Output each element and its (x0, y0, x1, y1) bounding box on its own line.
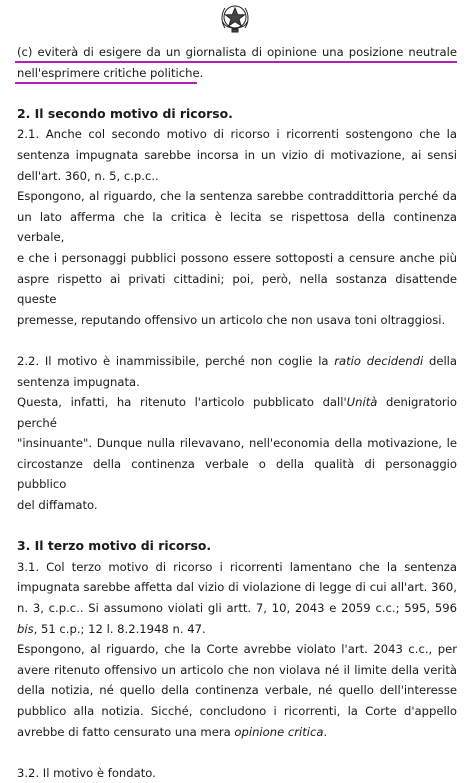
paragraph-line: bis, 51 c.p.; 12 l. 8.2.1948 n. 47. (17, 621, 206, 636)
highlight-underline-2 (15, 82, 197, 84)
paragraph-line: sentenza impugnata sarebbe incorsa in un vizio di motivazione, ai sensi (17, 147, 457, 162)
section-3-heading: 3. Il terzo motivo di ricorso. (17, 538, 212, 554)
emphasis-opinione-critica: opinione critica (234, 724, 324, 739)
paragraph-line: 3.2. Il motivo è fondato. (17, 765, 156, 780)
emphasis-unita: Unità (346, 395, 378, 410)
paragraph-line: e che i personaggi pubblici possono essere sottoposti a censure anche più (17, 250, 457, 265)
paragraph-line: premesse, reputando offensivo un articolo che non usava toni oltraggiosi. (17, 312, 446, 327)
italian-republic-emblem-icon (219, 2, 251, 34)
paragraph-line: pubblico alla notizia. Sicché, concludono i ricorrenti, la Corte d'appello (17, 704, 457, 718)
paragraph-line: circostanze della continenza verbale o della qualità di personaggio pubblico (17, 456, 457, 492)
paragraph-line: "insinuante". Dunque nulla rilevavano, nell'economia della motivazione, le (17, 436, 457, 451)
paragraph-line: avrebbe di fatto censurato una mera opinione critica. (17, 724, 328, 739)
paragraph-line: Espongono, al riguardo, che la Corte avrebbe violato l'art. 2043 c.c., per (17, 642, 457, 657)
emphasis-bis: bis (17, 621, 34, 636)
paragraph-line: del diffamato. (17, 498, 98, 513)
highlight-line-2: nell'esprimere critiche politiche. (17, 65, 204, 80)
paragraph-line: aspre rispetto ai privati cittadini; poi, però, nella sostanza disattende queste (17, 271, 457, 307)
document-body (17, 42, 457, 783)
highlight-line-1: (c) eviterà di esigere da un giornalista di opinione una posizione neutrale (17, 45, 457, 59)
emphasis-ratio-decidendi: ratio decidendi (334, 353, 424, 368)
paragraph-line: sentenza impugnata. (17, 374, 140, 389)
highlight-underline-1 (15, 61, 457, 63)
paragraph-line: impugnata sarebbe affetta dal vizio di violazione di legge di cui all'art. 360, (17, 580, 457, 595)
paragraph-line: 2.2. Il motivo è inammissibile, perché non coglie la ratio decidendi della (17, 353, 457, 368)
paragraph-line: dell'art. 360, n. 5, c.p.c.. (17, 168, 159, 183)
highlighted-passage (17, 42, 457, 83)
paragraph-line: n. 3, c.p.c.. Si assumono violati gli artt. 7, 10, 2043 e 2059 c.c.; 595, 596 (17, 601, 457, 616)
paragraph-line: 2.1. Anche col secondo motivo di ricorso i ricorrenti sostengono che la (17, 127, 457, 142)
paragraph-line: un lato afferma che la critica è lecita se rispettosa della continenza verbale, (17, 209, 457, 245)
paragraph-line: avere ritenuto offensivo un articolo che non violava né il limite della verità (17, 662, 457, 677)
paragraph-line: Questa, infatti, ha ritenuto l'articolo pubblicato dall'Unità denigratorio perché (17, 395, 457, 430)
paragraph-line: 3.1. Col terzo motivo di ricorso i ricorrenti lamentano che la sentenza (17, 559, 457, 574)
paragraph-line: della notizia, né quello della continenza verbale, né quello dell'interesse (17, 683, 457, 698)
section-2-heading: 2. Il secondo motivo di ricorso. (17, 105, 233, 121)
paragraph-line: Espongono, al riguardo, che la sentenza sarebbe contraddittoria perché da (17, 189, 457, 204)
